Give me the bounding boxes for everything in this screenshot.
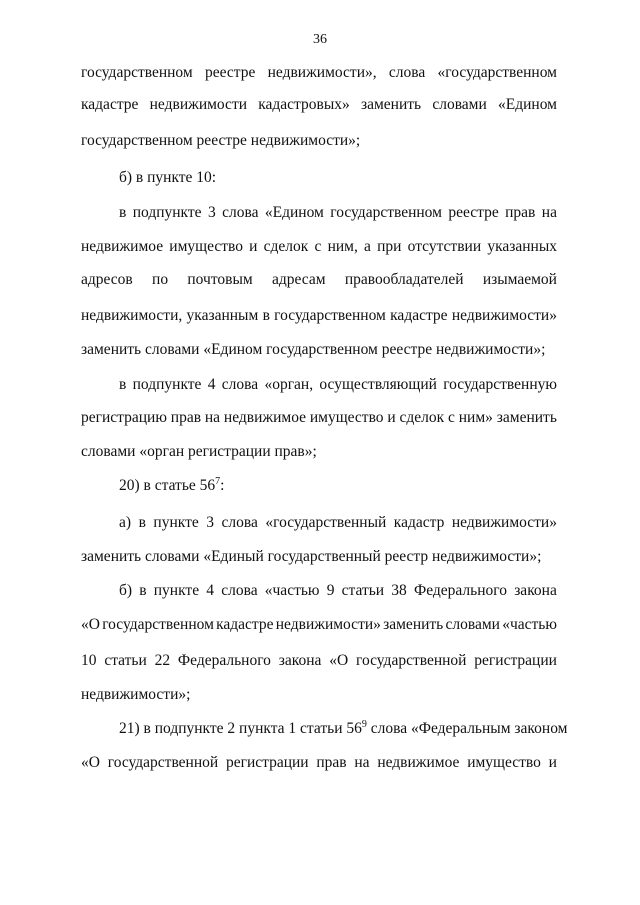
- word: 9: [326, 582, 335, 599]
- word: недвижимости: [149, 96, 248, 113]
- word: и: [548, 754, 557, 771]
- word: недвижимости,: [81, 307, 183, 324]
- word: недвижимости»,: [267, 64, 377, 81]
- word: б): [119, 582, 133, 599]
- text-line: [81, 442, 557, 462]
- word: «Едином: [264, 204, 324, 221]
- text-line: [81, 63, 557, 83]
- word: 3: [207, 204, 216, 221]
- word: 3: [206, 514, 214, 531]
- word: адресам: [271, 271, 326, 288]
- word: слова: [221, 582, 258, 599]
- word: статьи: [341, 582, 385, 599]
- line-text: 20) в статье 56: [119, 477, 216, 494]
- text-line: [81, 615, 557, 635]
- text-line: [119, 476, 557, 496]
- word: 4: [206, 582, 215, 599]
- word: ним,: [327, 238, 358, 255]
- word: словами: [445, 616, 500, 633]
- word: государственном: [274, 307, 386, 324]
- word: ним»: [458, 409, 493, 426]
- line-text: заменить словами «Единый государственный реестр недвижимости»;: [81, 548, 542, 565]
- word: в: [138, 514, 146, 531]
- word: 4: [207, 376, 216, 393]
- word: регистрации: [474, 652, 557, 669]
- word: с: [448, 409, 455, 426]
- word: и: [249, 238, 258, 255]
- word: в: [262, 307, 270, 324]
- page-number: 36: [313, 32, 327, 47]
- word: кадастре: [216, 616, 274, 633]
- word: «О: [81, 754, 100, 771]
- line-text: б) в пункте 10:: [119, 169, 217, 186]
- word: осуществляющий: [319, 376, 437, 393]
- text-line: [119, 513, 557, 533]
- word: слова: [221, 514, 258, 531]
- word: недвижимости»: [451, 514, 557, 531]
- word: Федерального: [413, 582, 507, 599]
- word: почтовым: [187, 271, 253, 288]
- line-text: заменить словами «Едином государственном реестре недвижимости»;: [81, 341, 546, 358]
- word: кадастре: [390, 307, 448, 324]
- text-line: [81, 237, 557, 257]
- word: на: [354, 754, 370, 771]
- superscript: 7: [215, 476, 221, 487]
- word: заменить: [360, 96, 422, 113]
- word: государственной: [107, 754, 219, 771]
- word: недвижимое: [377, 754, 460, 771]
- superscript: 9: [361, 719, 367, 730]
- word: имущество: [467, 754, 541, 771]
- word: слова: [222, 204, 259, 221]
- word: с: [314, 238, 322, 255]
- word: на: [541, 204, 557, 221]
- line-text: словами «орган регистрации прав»;: [81, 443, 317, 460]
- word: указанных: [487, 238, 557, 255]
- word: в: [119, 204, 127, 221]
- word: сделок: [263, 238, 309, 255]
- word: и: [387, 409, 396, 426]
- word: недвижимости»: [275, 616, 381, 633]
- word: отсутствии: [407, 238, 482, 255]
- word: словами: [432, 96, 487, 113]
- word: государственную: [443, 376, 557, 393]
- line-tail: :: [220, 477, 225, 494]
- text-line: [119, 168, 557, 188]
- text-line: [81, 131, 557, 151]
- text-line: [81, 753, 557, 773]
- word: прав: [505, 204, 536, 221]
- text-line: [81, 685, 557, 705]
- word: в: [119, 376, 127, 393]
- text-line: [119, 581, 557, 601]
- word: слова: [388, 64, 426, 81]
- word: статьи: [104, 652, 147, 669]
- line-text: государственном реестре недвижимости»;: [81, 132, 361, 149]
- word: имущество: [309, 409, 384, 426]
- word: прав: [170, 409, 202, 426]
- word: при: [377, 238, 402, 255]
- word: по: [152, 271, 169, 288]
- word: недвижимости»: [451, 307, 557, 324]
- word: «О: [81, 616, 100, 633]
- line-tail: слова «Федеральным законом: [366, 720, 568, 737]
- word: Федерального: [177, 652, 271, 669]
- word: слова: [221, 376, 259, 393]
- word: «Едином: [498, 96, 557, 113]
- word: «орган,: [264, 376, 314, 393]
- word: на: [204, 409, 221, 426]
- word: 10: [81, 652, 97, 669]
- word: недвижимое: [223, 409, 307, 426]
- word: кадастровых»: [258, 96, 350, 113]
- word: а): [119, 514, 132, 531]
- word: в: [139, 582, 147, 599]
- word: «О: [329, 652, 349, 669]
- text-line: [81, 270, 557, 290]
- line-text: 21) в подпункте 2 пункта 1 статьи 56: [119, 720, 362, 737]
- word: прав: [316, 754, 347, 771]
- text-line: [81, 547, 557, 567]
- word: государственном: [102, 616, 214, 633]
- word: государственном: [330, 204, 442, 221]
- word: государственной: [356, 652, 467, 669]
- text-line: [81, 651, 557, 671]
- text-line: [81, 95, 557, 115]
- word: «государственном: [437, 64, 557, 81]
- word: недвижимое: [81, 238, 164, 255]
- word: заменить: [383, 616, 444, 633]
- word: реестре: [204, 64, 256, 81]
- word: заменить: [496, 409, 557, 426]
- word: 22: [154, 652, 171, 669]
- word: подпункте: [132, 204, 202, 221]
- word: сделок: [399, 409, 445, 426]
- word: «частью: [264, 582, 320, 599]
- text-line: [119, 375, 557, 395]
- word: закона: [278, 652, 322, 669]
- text-line: [81, 408, 557, 428]
- word: имущество: [169, 238, 243, 255]
- line-text: недвижимости»;: [81, 686, 191, 703]
- word: адресов: [81, 271, 133, 288]
- word: регистрацию: [81, 409, 167, 426]
- word: кадастре: [81, 96, 139, 113]
- word: кадастр: [393, 514, 445, 531]
- text-line: [81, 306, 557, 326]
- word: пункте: [153, 582, 200, 599]
- word: а: [364, 238, 371, 255]
- word: «частью: [502, 616, 557, 633]
- word: подпункте: [132, 376, 202, 393]
- word: «государственный: [265, 514, 387, 531]
- text-line: [81, 340, 557, 360]
- text-line: [119, 719, 568, 739]
- word: государственном: [81, 64, 193, 81]
- word: реестре: [448, 204, 499, 221]
- word: закона: [514, 582, 557, 599]
- word: регистрации: [225, 754, 309, 771]
- word: правообладателей: [344, 271, 464, 288]
- word: указанным: [186, 307, 259, 324]
- word: изымаемой: [482, 271, 557, 288]
- word: пункте: [153, 514, 199, 531]
- word: 38: [391, 582, 407, 599]
- text-line: [119, 203, 557, 223]
